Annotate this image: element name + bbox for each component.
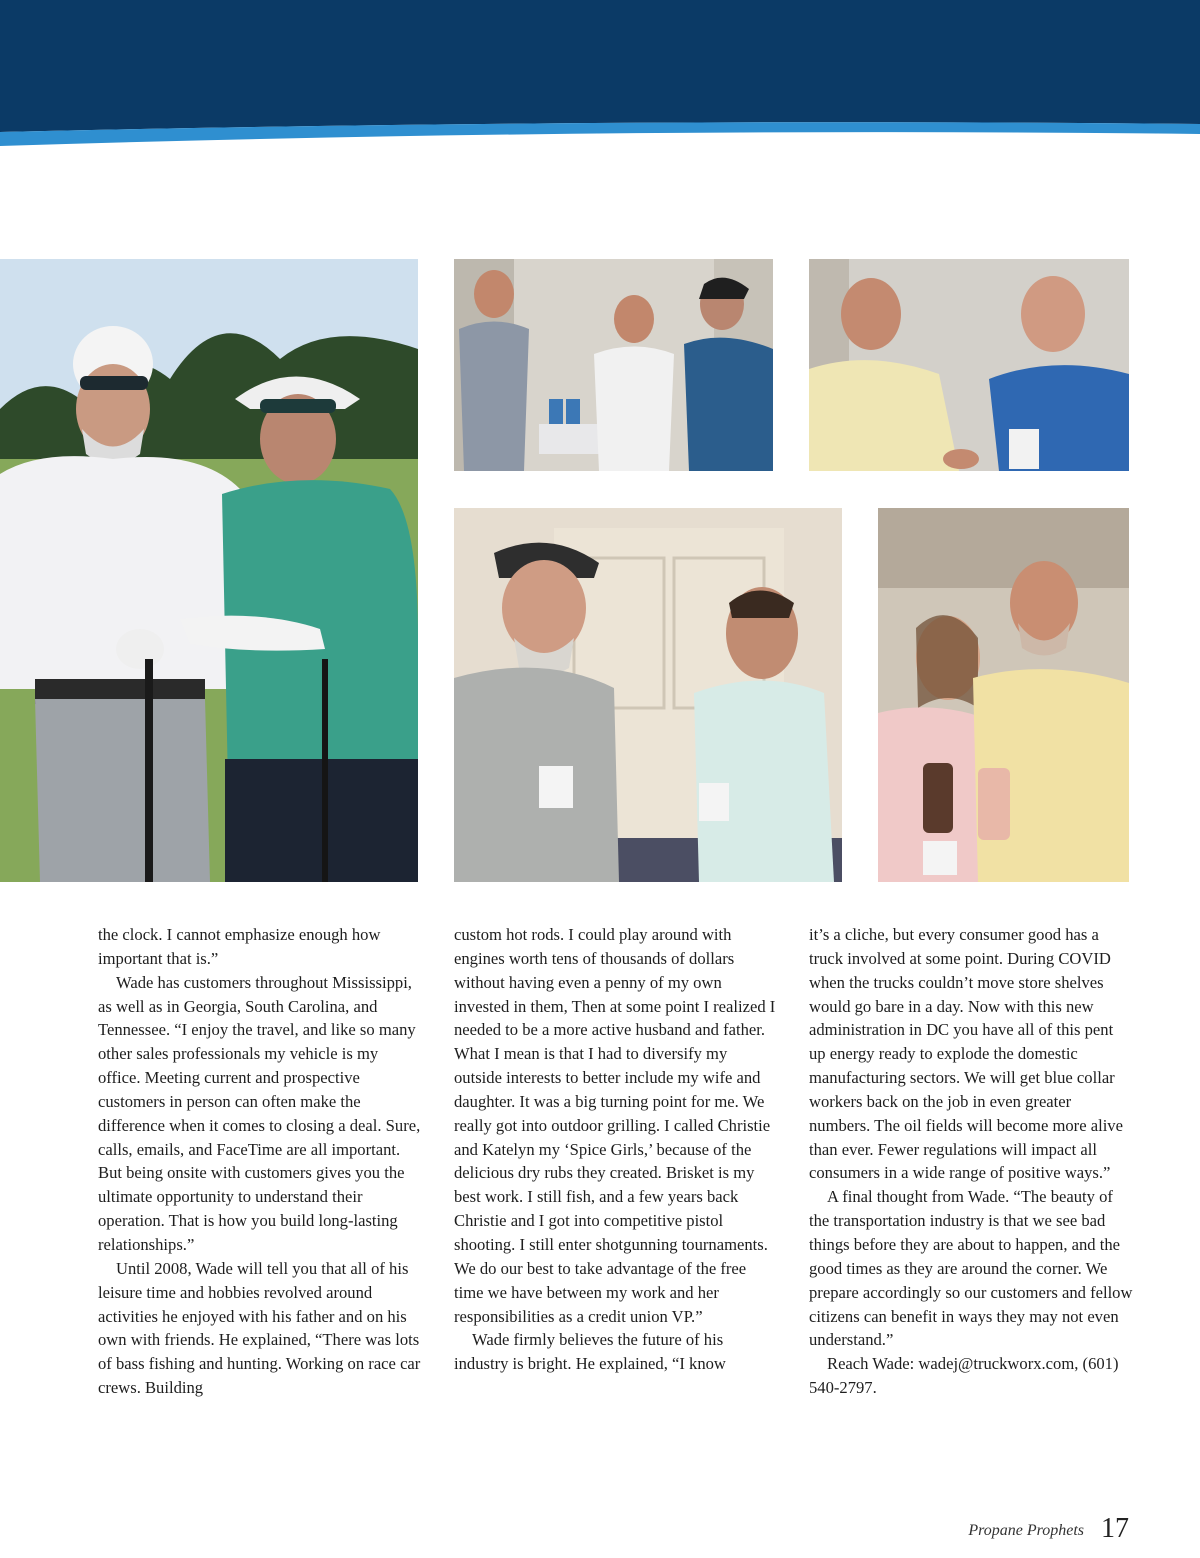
- golf-photo: [0, 259, 418, 882]
- magazine-name: Propane Prophets: [968, 1522, 1084, 1539]
- header-band: [0, 0, 1200, 150]
- article-paragraph: custom hot rods. I could play around with engines worth tens of thousands of dollars without having even a penny of my own invested in them, Then at some point I realized I needed to be a more active husband and father. What I mean is that I had to diversify my outside interests to better include my wife and daughter. It was a big turning point for me. We really got into outdoor grilling. I called Christie and Katelyn my ‘Spice Girls,’ because of the delicious dry rubs they created. Brisket is my best work. I still fish, and a few years back Christie and I got into competitive pistol shooting. I still enter shotgunning tournaments. We do our best to take advantage of the free time we have between my work and her responsibilities as a credit union VP.”: [454, 925, 776, 1326]
- tumbler-photo: [878, 508, 1129, 882]
- contact-paragraph: Reach Wade: wadej@truckworx.com, (601) 540-2797.: [809, 1354, 1119, 1398]
- article-paragraph: Until 2008, Wade will tell you that all of his leisure time and hobbies revolved around activities he enjoyed with his father and on his own with friends. He explained, “There was lots of bass fishing and hunting. Working on race car crews. Building: [98, 1258, 421, 1398]
- article-column-3: [809, 923, 1133, 1400]
- conversation-photo: [454, 508, 842, 882]
- article-paragraph: A final thought from Wade. “The beauty of the transportation industry is that we see bad things before they are about to happen, and the good times as they are around the corner. We prepare accordingly so our customers and fellow citizens can benefit in ways they may not even understand.”: [809, 1187, 1133, 1350]
- article-paragraph: the clock. I cannot emphasize enough how important that is.”: [98, 925, 381, 968]
- reception-group-photo: [454, 259, 773, 471]
- article-column-2: [454, 923, 778, 1376]
- article-paragraph: Wade has customers throughout Mississippi, as well as in Georgia, South Carolina, and Tennessee. “I enjoy the travel, and like so many other sales professionals my vehicle is my office. Meeting current and prospective customers in person can often make the difference when it comes to closing a deal. Sure, calls, emails, and FaceTime are all important. But being onsite with customers gives you the ultimate opportunity to understand their operation. That is how you build long-lasting relationships.”: [98, 972, 421, 1254]
- article-paragraph: Wade firmly believes the future of his industry is bright. He explained, “I know: [454, 1330, 726, 1374]
- article-paragraph: it’s a cliche, but every consumer good has a truck involved at some point. During COVID when the trucks couldn’t move store shelves would go bare in a day. Now with this new administration in DC you have all of this pent up energy ready to explode the domestic manufacturing sectors. We will get blue collar workers back on the job in even greater numbers. The oil fields will become more alive than ever. Fewer regulations will impact all consumers in a wide range of positive ways.”: [809, 925, 1123, 1183]
- page-number: 17: [1101, 1513, 1129, 1544]
- handshake-photo: [809, 259, 1129, 471]
- article-column-1: [98, 923, 422, 1400]
